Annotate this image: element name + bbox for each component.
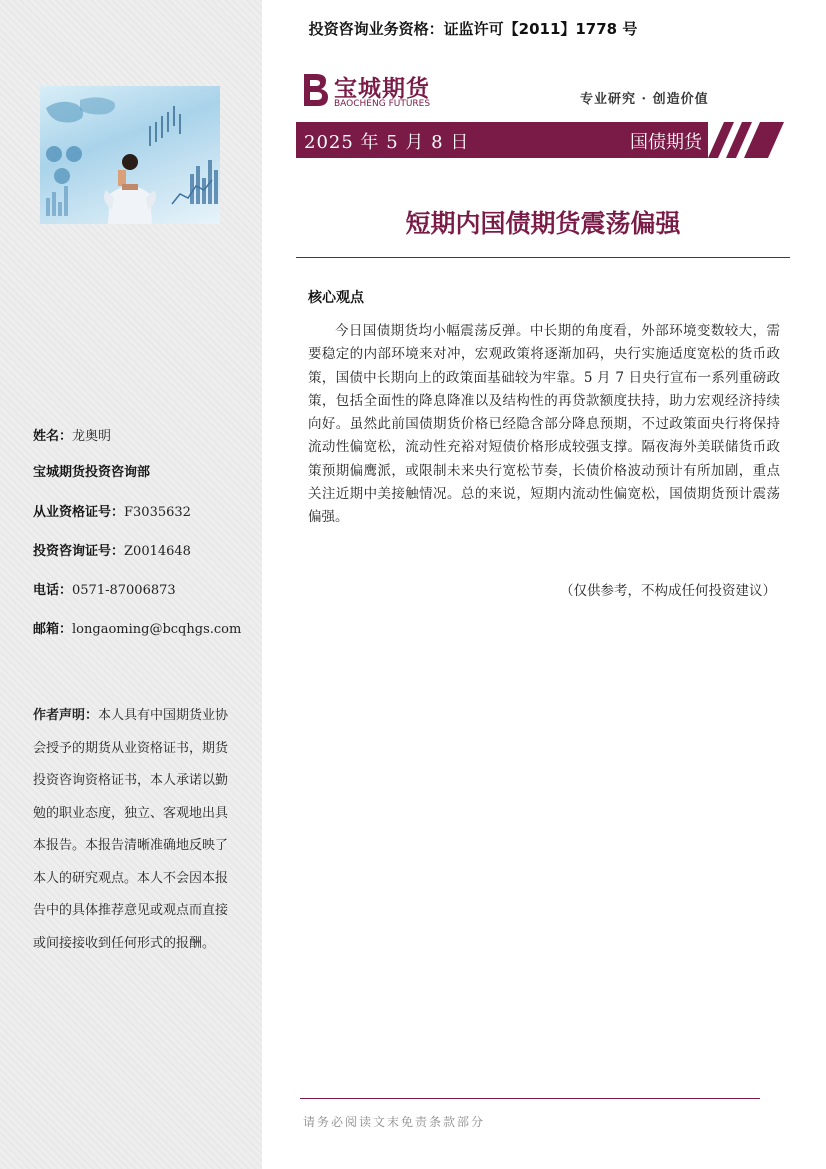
sidebar [0, 0, 262, 1169]
company-logo [298, 70, 458, 112]
consult-row [33, 543, 191, 561]
businessman-chart-illustration [40, 86, 220, 224]
author-disclaimer [33, 700, 233, 960]
department: 宝城期货投资咨询部 [33, 465, 151, 480]
logo-mark-icon [298, 70, 332, 110]
email-row [33, 621, 241, 639]
logo-text-cn: 宝城期货 [334, 75, 430, 102]
email-label: 邮箱： [33, 622, 73, 637]
report-category: 国债期货 [630, 132, 702, 153]
author-name-row [33, 428, 111, 446]
footer-divider [300, 1098, 760, 1099]
consult-number: Z0014648 [124, 544, 191, 559]
department-row [33, 464, 150, 482]
consult-label: 投资咨询证号： [33, 544, 125, 559]
cert-row [33, 504, 191, 522]
license-line: 投资咨询业务资格：证监许可【2011】1778 号 [308, 20, 638, 38]
author-name: 龙奥明 [72, 429, 112, 444]
email-address: longaoming@bcqhgs.com [72, 622, 242, 637]
title-divider [296, 257, 790, 258]
core-view-paragraph: 今日国债期货均小幅震荡反弹。中长期的角度看，外部环境变数较大，需要稳定的内部环境来对冲，宏观政策将逐渐加码，央行实施适度宽松的货币政策，国债中长期向上的政策面基础较为牢靠。5 月 7 日央行宣布一系列重磅政策，包括全面性的降息降准以及结构性的再贷款额度扶持，助力宏观经济持续向好。虽然此前国债期货价格已经隐含部分降息预期，不过政策面央行将保持流动性偏宽松，流动性充裕对短债价格形成较强支撑。隔夜海外美联储货币政策预期偏鹰派，或限制未来央行宽松节奏，长债价格波动预计有所加剧，重点关注近期中美接触情况。总的来说，短期内流动性偏宽松，国债期货预计震荡偏强。 [308, 323, 780, 526]
section-heading: 核心观点 [308, 290, 364, 306]
decorative-stripes [700, 122, 790, 158]
date-bar [296, 122, 708, 158]
cover-image [40, 86, 220, 224]
disclaimer-note: （仅供参考，不构成任何投资建议） [560, 583, 776, 599]
logo-text-en: BAOCHENG FUTURES [334, 99, 431, 109]
phone-row [33, 582, 176, 600]
phone-number: 0571-87006873 [72, 583, 176, 598]
footer-text: 请务必阅读文末免责条款部分 [303, 1115, 486, 1129]
cert-label: 从业资格证号： [33, 505, 125, 520]
author-name-label: 姓名： [33, 429, 73, 444]
phone-label: 电话： [33, 583, 73, 598]
disclaimer-label: 作者声明： [33, 708, 99, 723]
disclaimer-text: 本人具有中国期货业协会授予的期货从业资格证书，期货投资咨询资格证书，本人承诺以勤勉的职业态度，独立、客观地出具本报告。本报告清晰准确地反映了本人的研究观点。本人不会因本报告中的具体推荐意见或观点而直接或间接接收到任何形式的报酬。 [33, 708, 229, 951]
cert-number: F3035632 [124, 505, 191, 520]
report-date: 2025 年 5 月 8 日 [304, 132, 470, 153]
slogan: 专业研究 · 创造价值 [580, 92, 709, 107]
report-title: 短期内国债期货震荡偏强 [405, 209, 681, 238]
